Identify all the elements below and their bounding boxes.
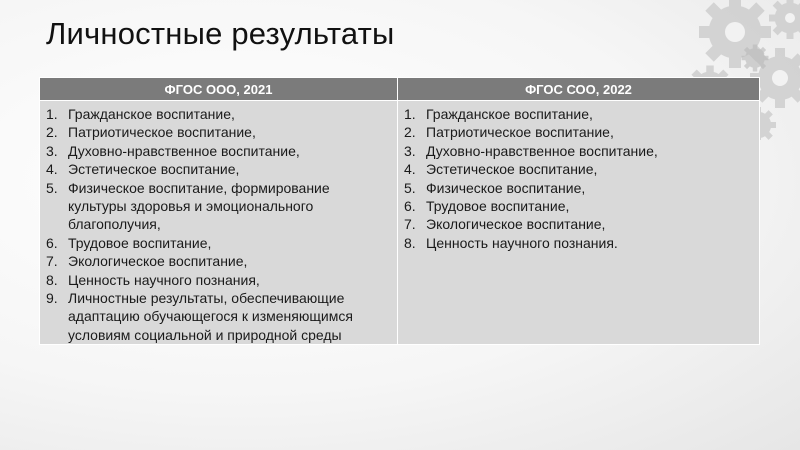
list-item: [404, 105, 753, 123]
list-item-number: 7.: [46, 253, 58, 270]
list-item: [404, 142, 753, 160]
list-item-text: Духовно-нравственное воспитание,: [68, 142, 300, 159]
list-item-number: 1.: [46, 106, 58, 122]
list-item: [46, 234, 391, 252]
results-table: [39, 77, 760, 345]
list-item: [46, 105, 391, 123]
list-item: [404, 160, 753, 178]
list-item: [46, 142, 391, 160]
list-item-number: 6.: [404, 198, 416, 215]
list-item-text: Физическое воспитание,: [426, 179, 586, 196]
list-item-text: Ценность научного познания,: [68, 271, 260, 288]
list-item-number: 2.: [404, 124, 416, 141]
cell-fgos-soo: [398, 101, 760, 345]
list-item: [404, 179, 753, 197]
list-item: [46, 252, 391, 270]
list-item: [46, 289, 391, 344]
list-item-number: 8.: [46, 271, 58, 288]
list-item-number: 9.: [46, 290, 58, 307]
list-item-number: 5.: [404, 179, 416, 196]
list-item-number: 1.: [404, 106, 416, 122]
list-item-text: Патриотическое воспитание,: [426, 124, 614, 141]
list-item-text: Эстетическое воспитание,: [68, 161, 240, 178]
list-item-number: 4.: [404, 161, 416, 178]
list-item-text: Гражданское воспитание,: [68, 106, 235, 122]
list-item-text: Трудовое воспитание,: [426, 198, 570, 215]
cell-fgos-ooo: [40, 101, 398, 345]
list-item: [404, 215, 753, 233]
list-item-number: 7.: [404, 216, 416, 233]
list-item-number: 3.: [404, 142, 416, 159]
header-fgos-ooo: ФГОС ООО, 2021: [40, 78, 398, 101]
list-item-text: Гражданское воспитание,: [426, 106, 593, 122]
list-item: [404, 123, 753, 141]
list-item-number: 4.: [46, 161, 58, 178]
list-item-text: Экологическое воспитание,: [68, 253, 248, 270]
list-item: [46, 123, 391, 141]
list-item-number: 3.: [46, 142, 58, 159]
list-item: [46, 160, 391, 178]
list-item-number: 8.: [404, 234, 416, 251]
list-item-text: Патриотическое воспитание,: [68, 124, 256, 141]
list-item-number: 2.: [46, 124, 58, 141]
list-item: [46, 179, 391, 234]
list-item: [404, 234, 753, 252]
list-item: [404, 197, 753, 215]
list-fgos-soo: [404, 105, 753, 252]
list-item-text: Экологическое воспитание,: [426, 216, 606, 233]
table-header-row: [40, 78, 760, 101]
table-row: [40, 101, 760, 345]
list-item-text: Трудовое воспитание,: [68, 234, 212, 251]
list-fgos-ooo: [46, 105, 391, 344]
list-item-number: 5.: [46, 179, 58, 196]
list-item-text: Духовно-нравственное воспитание,: [426, 142, 658, 159]
list-item: [46, 271, 391, 289]
header-fgos-soo: ФГОС СОО, 2022: [398, 78, 760, 101]
list-item-text: Эстетическое воспитание,: [426, 161, 598, 178]
list-item-number: 6.: [46, 234, 58, 251]
list-item-text: Ценность научного познания.: [426, 234, 618, 251]
list-item-text: Физическое воспитание, формирование культуры здоровья и эмоционального благополучия,: [68, 179, 330, 233]
list-item-text: Личностные результаты, обеспечивающие адаптацию обучающегося к изменяющимся условиям социальной и природной среды: [68, 290, 353, 343]
slide-title: Личностные результаты: [46, 16, 395, 51]
